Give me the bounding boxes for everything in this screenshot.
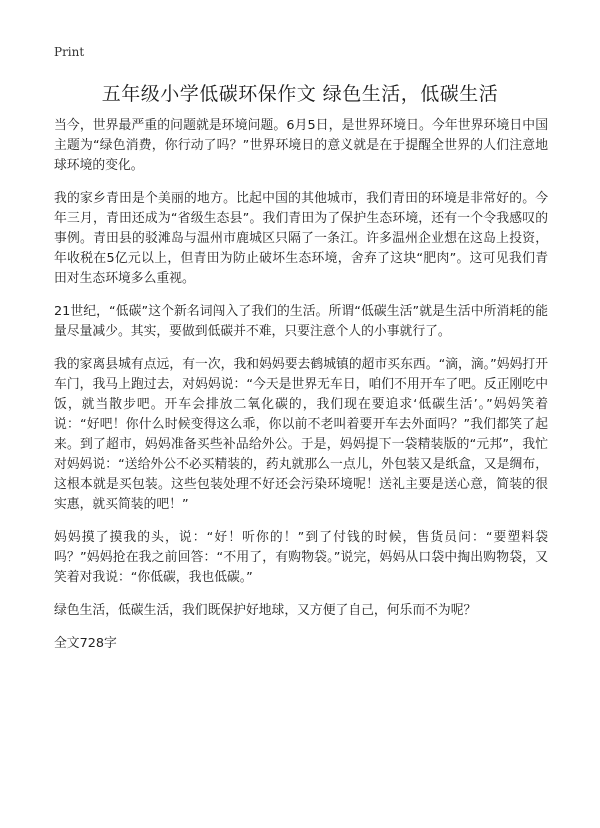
page-title: 五年级小学低碳环保作文 绿色生活，低碳生活 (101, 83, 499, 105)
print-link[interactable]: Print (54, 45, 85, 59)
paragraph-5: 妈妈摸了摸我的头，说：“好！听你的！”到了付钱的时候，售货员问：“要塑料袋吗？”妈妈抢在我之前回答：“不用了，有购物袋。”说完，妈妈从口袋中掏出购物袋，又笑着对我说：“你低碳，我也低碳。” (54, 530, 548, 585)
word-count: 全文728字 (54, 636, 117, 651)
paragraph-2: 我的家乡青田是个美丽的地方。比起中国的其他城市，我们青田的环境是非常好的。今年三月，青田还成为“省级生态县”。我们青田为了保护生态环境，还有一个令我感叹的事例。青田县的驳滩岛与温州市鹿城区只隔了一条江。许多温州企业想在这岛上投资，年收税在5亿元以上，但青田为防止破坏生态环境，舍弃了这块“肥肉”。这可见我们青田对生态环境多么重视。 (54, 191, 548, 286)
paragraph-6: 绿色生活，低碳生活，我们既保护好地球，又方便了自己，何乐而不为呢？ (54, 603, 477, 618)
paragraph-4: 我的家离县城有点远，有一次，我和妈妈要去鹤城镇的超市买东西。“滴，滴。”妈妈打开车门，我马上跑过去，对妈妈说：“今天是世界无车日，咱们不用开车了吧。反正刚吃中饭，就当散步吧。开车会排放二氧化碳的，我们现在要追求‘低碳生活’。”妈妈笑着说：“好吧！你什么时候变得这么乖，你以前不老叫着要开车去外面吗？”我们都笑了起来。到了超市，妈妈准备买些补品给外公。于是，妈妈提下一袋精装版的“元邦”，我忙对妈妈说：“送给外公不必买精装的，药丸就那么一点儿，外包装又是纸盒，又是绸布，这根本就是买包装。这些包装处理不好还会污染环境呢！送礼主要是送心意，简装的很实惠，就买简装的吧！” (54, 357, 548, 512)
paragraph-3: 21世纪，“低碳”这个新名词闯入了我们的生活。所谓“低碳生活”就是生活中所消耗的能量尽量减少。其实，要做到低碳并不难，只要注意个人的小事就行了。 (54, 304, 548, 339)
article-body (54, 116, 548, 654)
paragraph-1: 当今，世界最严重的问题就是环境问题。6月5日，是世界环境日。今年世界环境日中国主题为“绿色消费，你行动了吗？”世界环境日的意义就是在于提醒全世界的人们注意地球环境的变化。 (54, 118, 548, 173)
